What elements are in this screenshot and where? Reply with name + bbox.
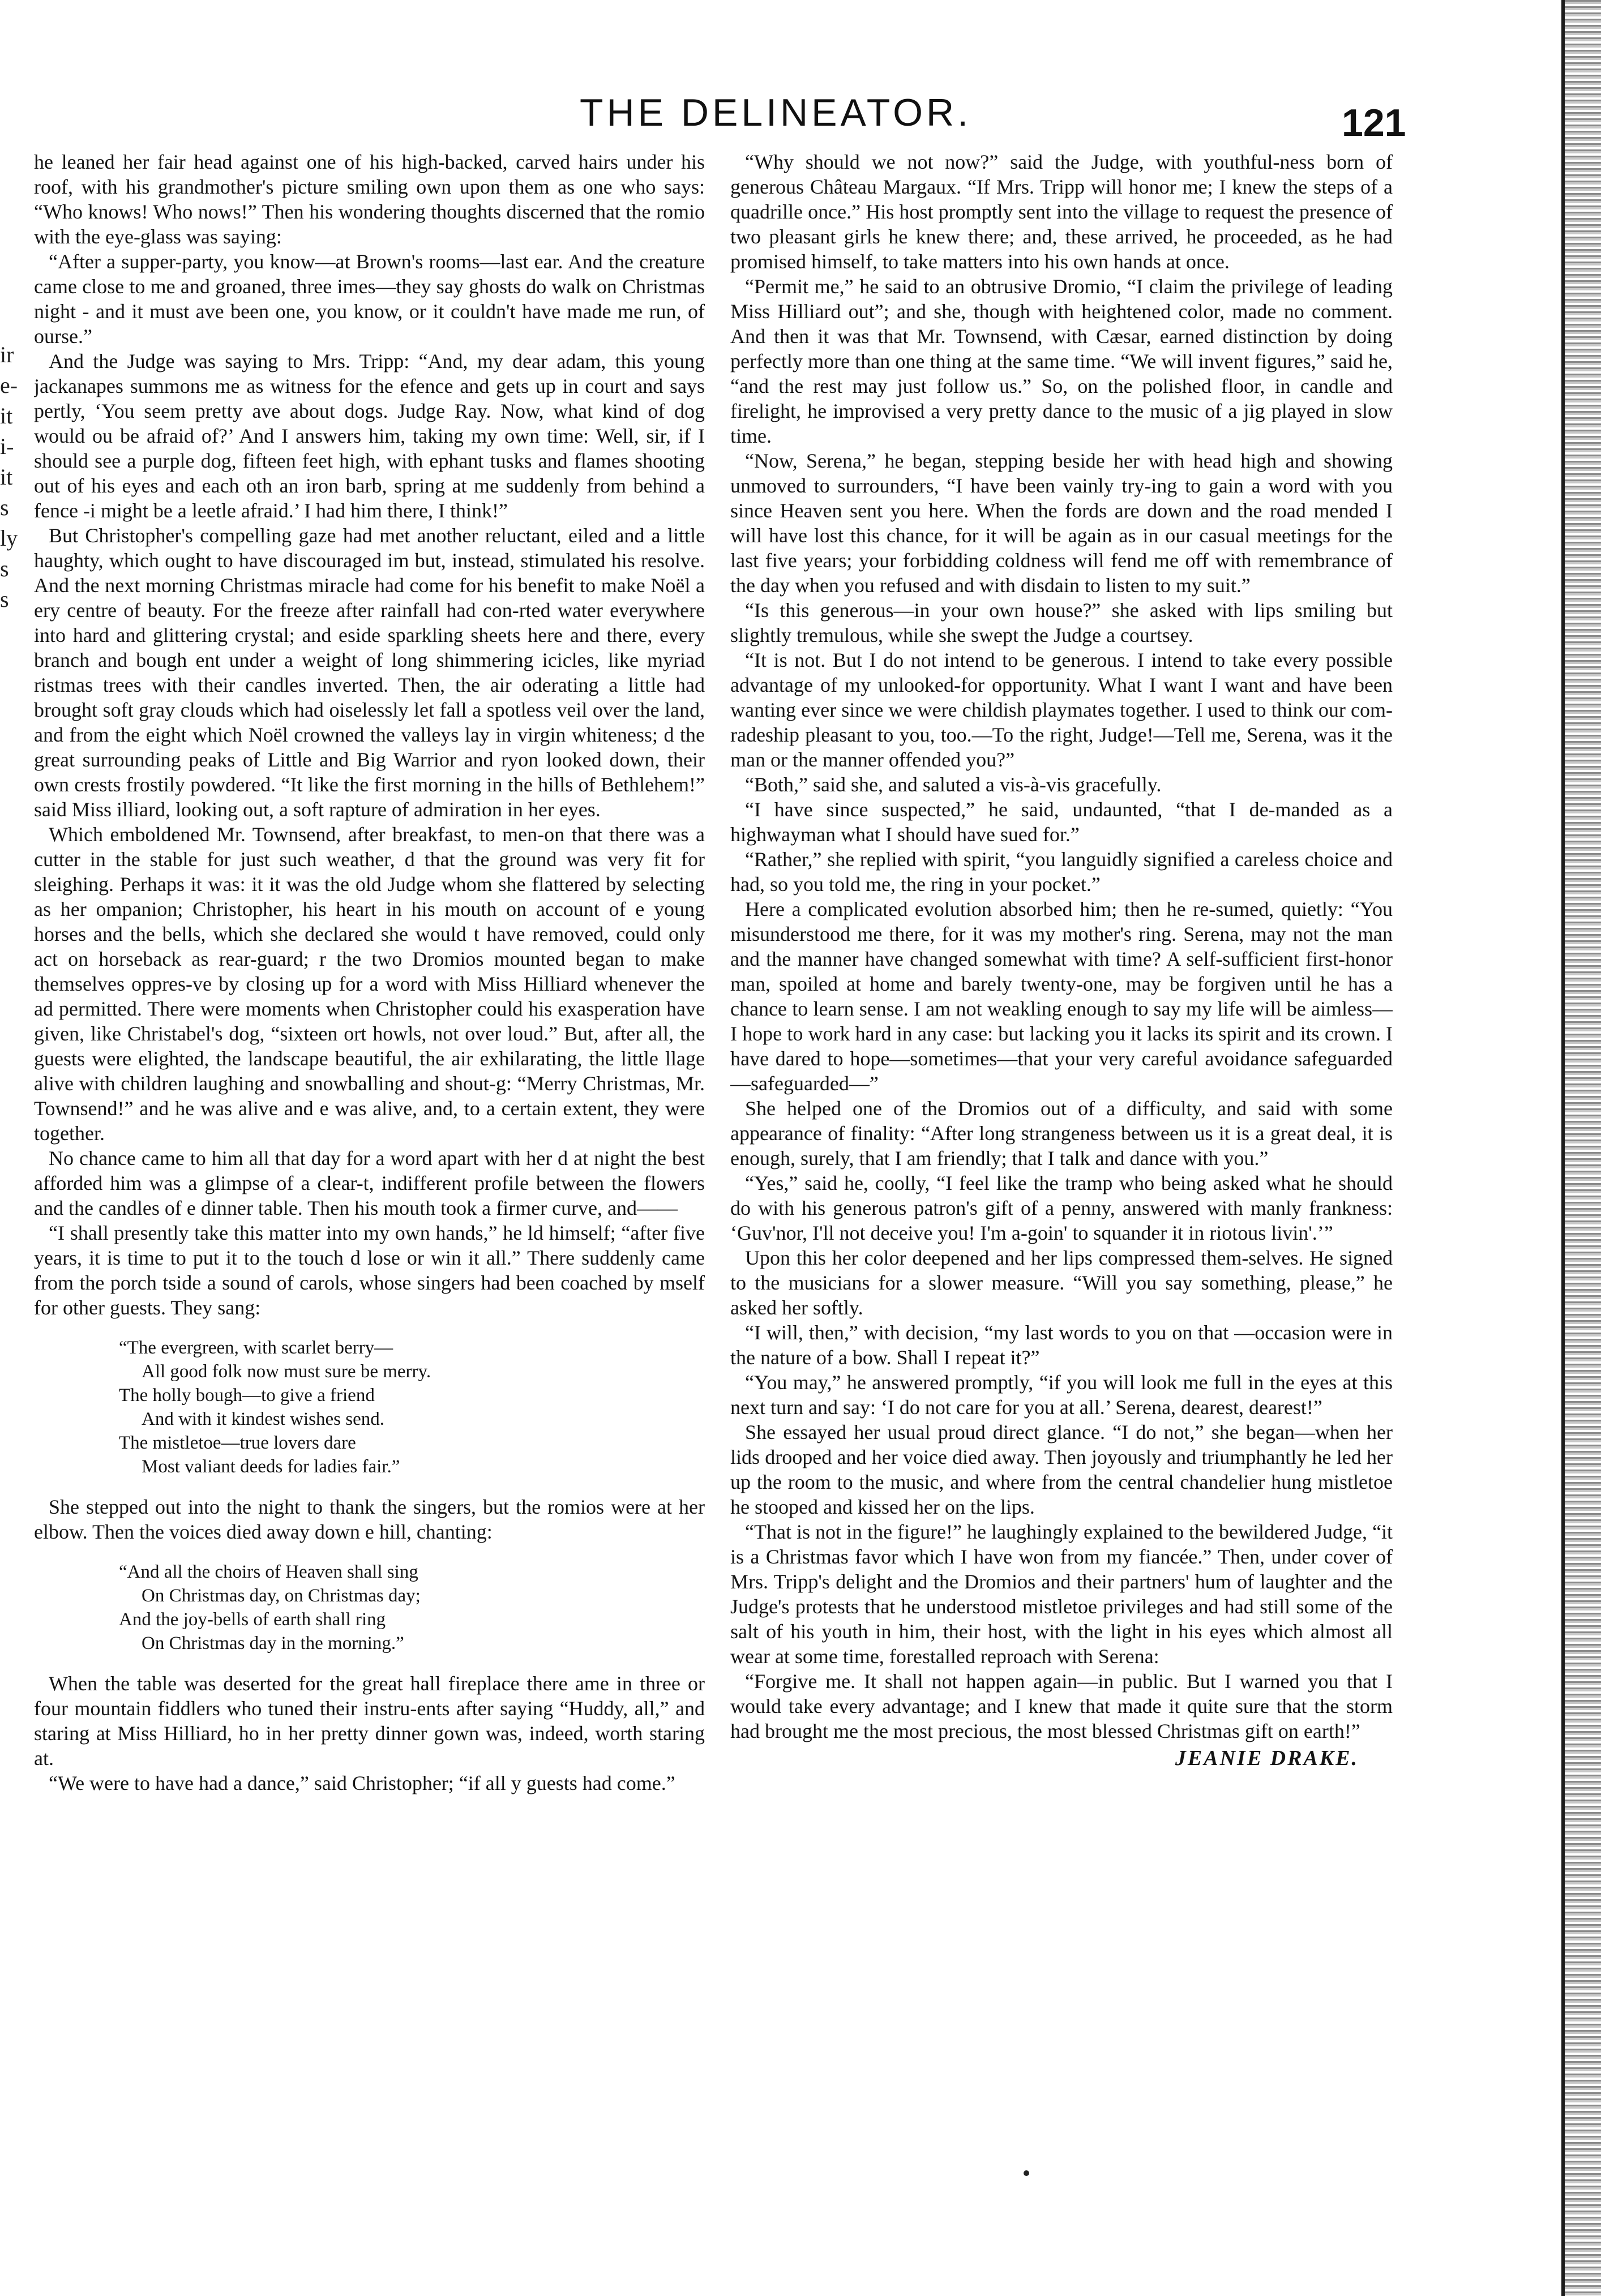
margin-fragment: it (0, 403, 13, 429)
ink-speck (1024, 2170, 1029, 2176)
author-signature: JEANIE DRAKE. (1175, 1746, 1359, 1770)
paragraph: She helped one of the Dromios out of a difficulty, and said with some appearance of finality: “After long strangeness between us it is a great deal, it is enough, surely, that I am friendly; that I talk and dance with you.” (730, 1097, 1393, 1170)
verse-line: The mistletoe—true lovers dare (119, 1433, 356, 1453)
paragraph: “Why should we not now?” said the Judge, with youthful-ness born of generous Château Margaux. “If Mrs. Tripp will honor me; I knew the steps of a quadrille once.” His host promptly sent into the village to request the presence of two pleasant girls he knew there; and, these arrived, he proceeded, as he had promised himself, to take matters into his own hands at once. (730, 151, 1393, 273)
verse-line: The holly bough—to give a friend (119, 1385, 375, 1406)
verse-line: On Christmas day, on Christmas day; (142, 1586, 421, 1606)
verse-line: On Christmas day in the morning.” (142, 1633, 404, 1654)
paragraph: “Rather,” she replied with spirit, “you languidly signified a careless choice and had, so you told me, the ring in your pocket.” (730, 848, 1393, 896)
paragraph: She essayed her usual proud direct glance. “I do not,” she began—when her lids drooped and her voice died away. Then joyously and triumphantly he led her up the room to the music, and where from the central chandelier hung mistletoe he stooped and kissed her on the lips. (730, 1421, 1393, 1518)
paragraph: “After a supper-party, you know—at Brown's rooms—last ear. And the creature came close to me and groaned, three imes—they say ghosts do walk on Christmas night - and it must ave been one, you know, or it couldn't have made me run, of ourse.” (34, 250, 705, 348)
verse-line: “The evergreen, with scarlet berry— (119, 1338, 393, 1358)
paragraph: “Yes,” said he, coolly, “I feel like the tramp who being asked what he should do with his generous patron's gift of a penny, answered with manly frankness: ‘Guv'nor, I'll not deceive you! I'm a-goin' to squander it in riotous livin'.’” (730, 1172, 1393, 1244)
paragraph: “That is not in the figure!” he laughingly explained to the bewildered Judge, “it is a Christmas favor which I have won from my fiancée.” Then, under cover of Mrs. Tripp's delight and the Dromios and their partners' hum of laughter and the Judge's protests that he understood mistletoe privileges and had still some of the salt of his youth in him, their host, with the light in his eyes which almost all wear at some time, forestalled reproach with Serena: (730, 1520, 1393, 1668)
paragraph: “Forgive me. It shall not happen again—in public. But I warned you that I would take every advantage; and I knew that made it quite sure that the storm had brought me the most precious, the most blessed Christmas gift on earth!” (730, 1670, 1393, 1742)
paragraph: But Christopher's compelling gaze had met another reluctant, eiled and a little haughty, which ought to have discouraged im but, instead, stimulated his resolve. And the next morning Christmas miracle had come for his benefit to make Noël a ery centre of beauty. For the freeze after rainfall had con-rted water everywhere into hard and glittering crystal; and eside sparkling sheets here and there, every branch and bough ent under a weight of long shimmering icicles, like myriad ristmas trees with their candles inverted. Then, the air oderating a little had brought soft gray clouds which had oiselessly let fall a spotless veil over the land, and from the eight which Noël crowned the valleys lay in virgin whiteness; d the great surrounding peaks of Little and Big Warrior and ryon looked down, their own crests frostily powdered. “It like the first morning in the hills of Bethlehem!” said Miss illiard, looking out, a soft rapture of admiration in her eyes. (34, 524, 705, 821)
paragraph: Which emboldened Mr. Townsend, after breakfast, to men-on that there was a cutter in the stable for just such weather, d that the ground was very fit for sleighing. Perhaps it was: it it was the old Judge whom she flattered by selecting as her ompanion; Christopher, his heart in his mouth on account of e young horses and the bells, which she declared she would t have removed, could only act on horseback as rear-guard; r the two Dromios mounted began to make themselves oppres-ve by closing up for a word with Miss Hilliard whenever the ad permitted. There were moments when Christopher could his exasperation have given, like Christabel's dog, “sixteen ort howls, not over loud.” But, after all, the guests were elighted, the landscape beautiful, the air exhilarating, the little llage alive with children laughing and snowballing and shout-g: “Merry Christmas, Mr. Townsend!” and he was alive and e was alive, and, to a certain extent, they were together. (34, 823, 705, 1145)
paragraph: And the Judge was saying to Mrs. Tripp: “And, my dear adam, this young jackanapes summons me as witness for the efence and gets up in court and says pertly, ‘You seem pretty ave about dogs. Judge Ray. Now, what kind of dog would ou be afraid of?’ And I answers him, taking my own time: Well, sir, if I should see a purple dog, fifteen feet high, with ephant tusks and flames shooting out of his eyes and each oth an iron barb, spring at me suddenly from behind a fence -i might be a leetle afraid.’ I had him there, I think!” (34, 350, 705, 522)
paragraph: When the table was deserted for the great hall fireplace there ame in three or four mountain fiddlers who tuned their instru-ents after saying “Huddy, all,” and staring at Miss Hilliard, ho in her pretty dinner gown was, indeed, worth staring at. (34, 1672, 705, 1770)
margin-fragment: s (0, 586, 9, 612)
paragraph: “You may,” he answered promptly, “if you will look me full in the eyes at this next turn and say: ‘I do not care for you at all.’ Serena, dearest, dearest!” (730, 1371, 1393, 1419)
margin-fragment: it (0, 464, 13, 490)
carol-verse-2 (119, 1560, 705, 1655)
margin-fragment: i- (0, 434, 14, 459)
margin-fragment: e- (0, 372, 18, 398)
margin-fragment: s (0, 556, 9, 581)
running-head-title: THE DELINEATOR. (579, 91, 972, 134)
facing-page-margin-fragments (0, 340, 18, 612)
paragraph: “Is this generous—in your own house?” she asked with lips smiling but slightly tremulous, while she swept the Judge a courtsey. (730, 599, 1393, 646)
paragraph: “Now, Serena,” he began, stepping beside her with head high and showing unmoved to surrounders, “I have been vainly try-ing to gain a word with you since Heaven sent you here. When the fords are down and the road mended I will have lost this chance, for it will be again as in our casual meetings for the last five years; your forbidding coldness will fend me off with remembrance of the day when you refused and with disdain to listen to my suit.” (730, 449, 1393, 597)
paragraph: he leaned her fair head against one of his high-backed, carved hairs under his roof, with his grandmother's picture smiling own upon them as one who says: “Who knows! Who nows!” Then his wondering thoughts discerned that the romio with the eye-glass was saying: (34, 151, 705, 248)
right-text-column (730, 149, 1393, 2267)
paragraph: Here a complicated evolution absorbed him; then he re-sumed, quietly: “You misunderstood me there, for it was my mother's ring. Serena, may not the man and the manner have changed somewhat with time? A self-sufficient first-honor man, spoiled at home and barely twenty-one, may be forgiven until he has a chance to learn sense. I am not weakling enough to say my life will be aimless—I hope to work hard in any case: but lacking you it lacks its spirit and its crown. I have dared to hope—sometimes—that your very careful avoidance safeguarded—safeguarded—” (730, 898, 1393, 1095)
paragraph: “We were to have had a dance,” said Christopher; “if all y guests had come.” (49, 1772, 675, 1794)
paragraph: “I have since suspected,” he said, undaunted, “that I de-manded as a highwayman what I should have sued for.” (730, 798, 1393, 846)
verse-line: Most valiant deeds for ladies fair.” (142, 1457, 400, 1477)
verse-line: And the joy-bells of earth shall ring (119, 1609, 386, 1630)
paragraph: “I will, then,” with decision, “my last words to you on that —occasion were in the nature of a bow. Shall I repeat it?” (730, 1321, 1393, 1369)
paragraph: She stepped out into the night to thank the singers, but the romios were at her elbow. Then the voices died away down e hill, chanting: (34, 1496, 705, 1543)
page-edge-shadow (1565, 0, 1601, 2296)
margin-fragment: ly (0, 525, 18, 551)
verse-line: “And all the choirs of Heaven shall sing (119, 1562, 418, 1582)
paragraph: “It is not. But I do not intend to be generous. I intend to take every possible advantage of my unlooked-for opportunity. What I want I want and have been wanting ever since we were childish playmates together. I used to think our com-radeship pleasant to you, too.—To the right, Judge!—Tell me, Serena, was it the man or the manner offended you?” (730, 649, 1393, 771)
verse-line: And with it kindest wishes send. (142, 1409, 384, 1429)
paragraph: “Permit me,” he said to an obtrusive Dromio, “I claim the privilege of leading Miss Hilliard out”; and she, though with heightened color, made no comment. And then it was that Mr. Townsend, with Cæsar, earned distinction by doing perfectly more than one thing at the same time. “We will invent figures,” said he, “and the rest may just follow us.” So, on the polished floor, in candle and firelight, he improvised a very pretty dance to the music of a jig played in slow time. (730, 275, 1393, 447)
margin-fragment: ir (0, 342, 14, 367)
paragraph: “Both,” said she, and saluted a vis-à-vis gracefully. (745, 773, 1162, 796)
paragraph: “I shall presently take this matter into my own hands,” he ld himself; “after five years, it is time to put it to the touch d lose or win it all.” There suddenly came from the porch tside a sound of carols, whose singers had been coached by mself for other guests. They sang: (34, 1222, 705, 1319)
margin-fragment: s (0, 495, 9, 520)
page-number: 121 (1342, 101, 1406, 144)
verse-line: All good folk now must sure be merry. (142, 1361, 431, 1382)
paragraph: No chance came to him all that day for a word apart with her d at night the best afforded him was a glimpse of a clear-t, indifferent profile between the flowers and the candles of e dinner table. Then his mouth took a firmer curve, and—— (34, 1147, 705, 1219)
left-text-column (34, 149, 705, 2244)
paragraph: Upon this her color deepened and her lips compressed them-selves. He signed to the musicians for a slower measure. “Will you say something, please,” he asked her softly. (730, 1246, 1393, 1319)
carol-verse-1 (119, 1336, 705, 1479)
